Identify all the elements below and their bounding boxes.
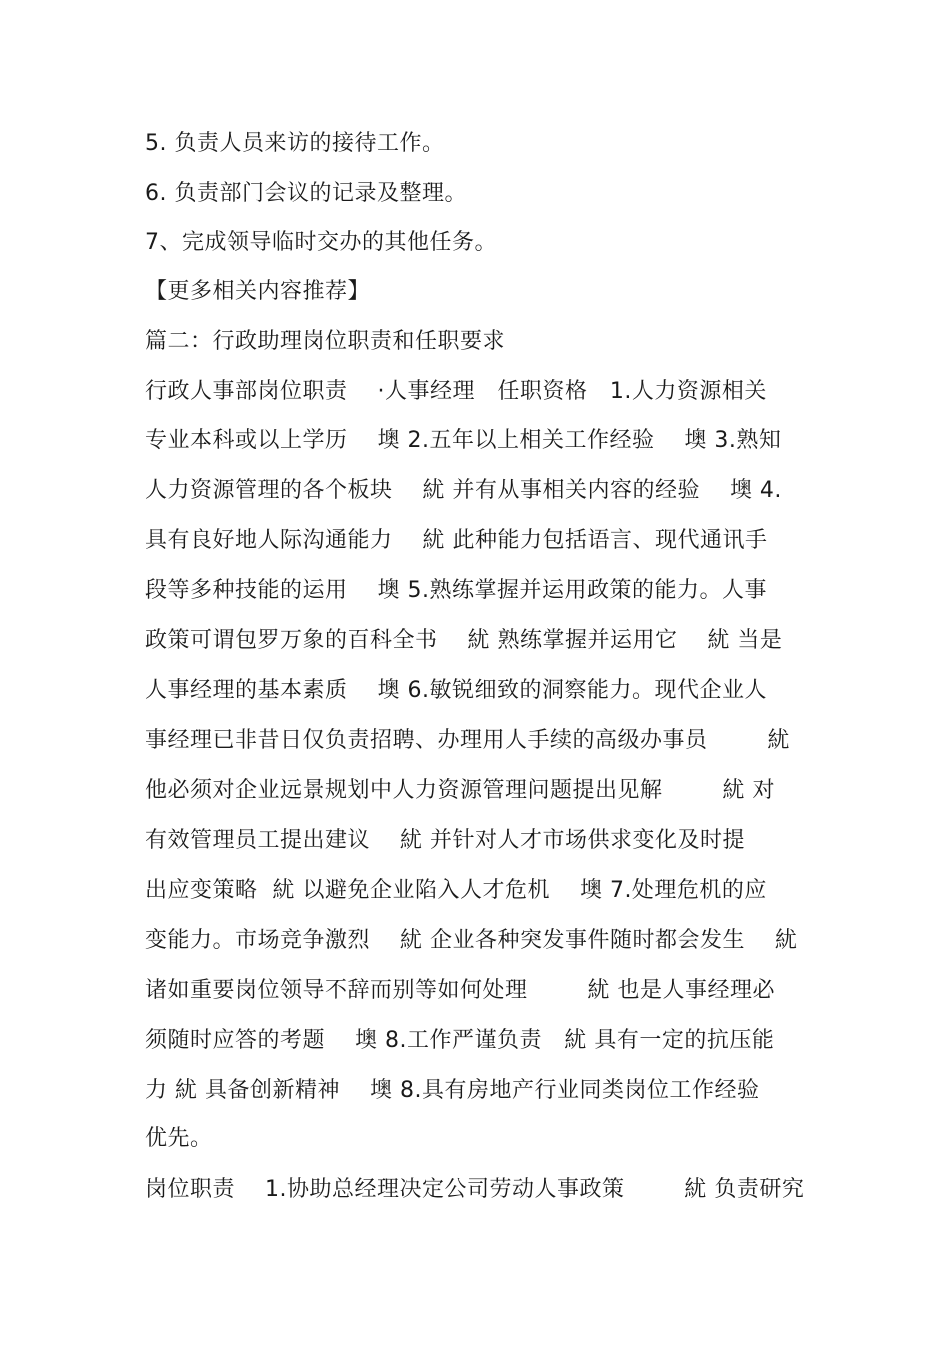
section-heading: 篇二：行政助理岗位职责和任职要求 bbox=[145, 329, 506, 354]
text-line: 变能力。市场竞争激烈 紌 企业各种突发事件随时都会发生 紌 bbox=[145, 928, 798, 953]
text-line: 有效管理员工提出建议 紌 并针对人才市场供求变化及时提 bbox=[145, 828, 745, 853]
text-line: 力 紌 具备创新精神 墺 8.具有房地产行业同类岗位工作经验 bbox=[145, 1078, 760, 1103]
text-line: 人事经理的基本素质 墺 6.敏锐细致的洞察能力。现代企业人 bbox=[145, 678, 767, 703]
text-line: 政策可谓包罗万象的百科全书 紌 熟练掌握并运用它 紌 当是 bbox=[145, 628, 783, 653]
text-line: 岗位职责 1.协助总经理决定公司劳动人事政策 紌 负责研究 bbox=[145, 1177, 805, 1202]
section-link-heading: 【更多相关内容推荐】 bbox=[145, 279, 371, 304]
text-line: 行政人事部岗位职责 ·人事经理 任职资格 1.人力资源相关 bbox=[145, 379, 767, 404]
text-line: 须随时应答的考题 墺 8.工作严谨负责 紌 具有一定的抗压能 bbox=[145, 1028, 775, 1053]
text-line: 具有良好地人际沟通能力 紌 此种能力包括语言、现代通讯手 bbox=[145, 528, 768, 553]
text-line: 事经理已非昔日仅负责招聘、办理用人手续的高级办事员 紌 bbox=[145, 728, 790, 753]
text-line: 7、完成领导临时交办的其他任务。 bbox=[145, 230, 497, 255]
text-line: 人力资源管理的各个板块 紌 并有从事相关内容的经验 墺 4. bbox=[145, 478, 782, 503]
text-line: 诸如重要岗位领导不辞而别等如何处理 紌 也是人事经理必 bbox=[145, 978, 775, 1003]
text-line: 出应变策略 紌 以避免企业陷入人才危机 墺 7.处理危机的应 bbox=[145, 878, 767, 903]
text-line: 他必须对企业远景规划中人力资源管理问题提出见解 紌 对 bbox=[145, 778, 775, 803]
text-line: 6. 负责部门会议的记录及整理。 bbox=[145, 181, 467, 206]
text-line: 专业本科或以上学历 墺 2.五年以上相关工作经验 墺 3.熟知 bbox=[145, 428, 782, 453]
text-line: 优先。 bbox=[145, 1126, 213, 1151]
text-line: 5. 负责人员来访的接待工作。 bbox=[145, 131, 445, 156]
text-line: 段等多种技能的运用 墺 5.熟练掌握并运用政策的能力。人事 bbox=[145, 578, 767, 603]
